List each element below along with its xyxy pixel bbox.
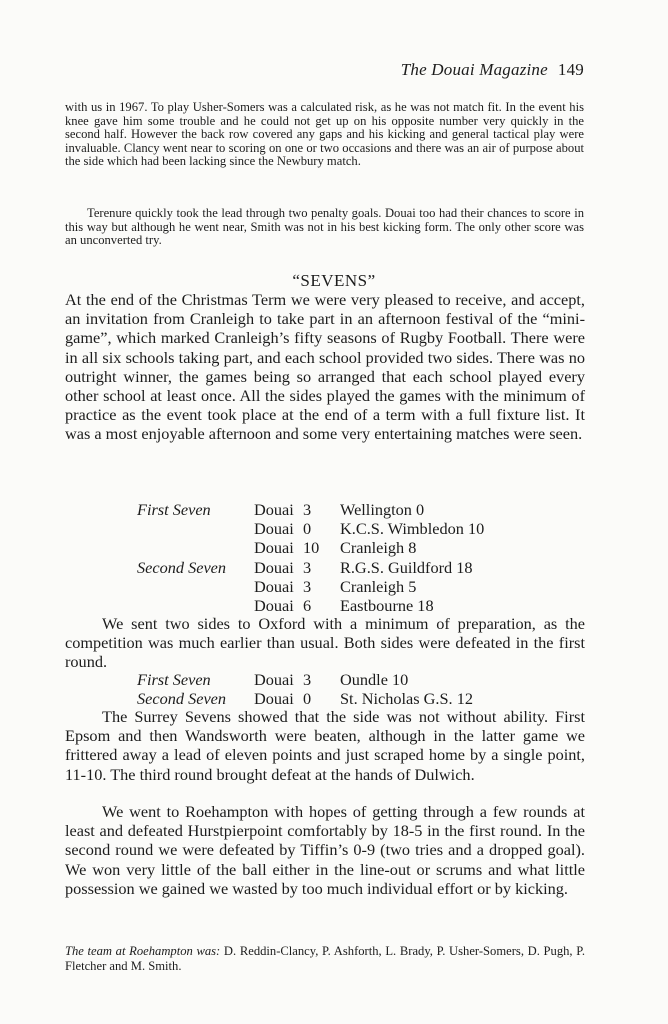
oxford-results-table [137,670,473,708]
team-name: Douai [254,500,294,519]
team-score: 3 [303,576,312,596]
match-report-paragraph [65,207,584,248]
cranleigh-results-table [137,500,484,615]
side-label [137,538,254,557]
team-score: 6 [303,596,312,616]
paragraph-text: Terenure quickly took the lead through two penalty goals. Douai too had their chances to score in this way but although he went near, Smith was not in his best kicking form. The only other score was an unconverted try. [65,206,584,248]
magazine-title: The Douai Magazine [400,60,548,79]
opponent: K.C.S. Wimbledon 10 [340,519,485,539]
opponent: Wellington 0 [340,500,425,519]
opponent: St. Nicholas G.S. 12 [340,689,473,709]
team-score: 0 [303,689,312,709]
side-label [137,596,254,615]
opponent: Cranleigh 5 [340,576,417,596]
side-label: Second Seven [137,689,227,709]
result-row [137,670,473,689]
paragraph-text: At the end of the Christmas Term we were very pleased to receive, and accept, an invitation from Cranleigh to take part in an afternoon festival of the “mini-game”, which marked Cranleigh’s fifty seasons of Rugby Football. There were in all six schools taking part, and each school provided two sides. There was no outright winner, the games being so arranged that each school played every other school at least once. All the sides played the games with the minimum of practice as the event took place at the end of a term with a full fixture list. It was a most enjoyable afternoon and some very entertaining matches were seen. [65,290,585,444]
opponent: Oundle 10 [340,670,409,689]
team-score: 3 [303,500,312,519]
side-label: First Seven [137,670,211,689]
team-score: 3 [303,670,312,689]
side-label [137,577,254,596]
page-number: 149 [557,60,584,79]
team-score: 3 [303,557,312,577]
side-label [137,519,254,538]
team-name: Douai [254,557,294,577]
side-label: Second Seven [137,557,227,577]
team-name: Douai [254,538,294,558]
result-row [137,519,484,538]
body-paragraph [65,290,585,444]
result-row [137,558,484,577]
footnote-label: The team at Roehampton was: [65,944,221,958]
team-name: Douai [254,689,294,709]
match-report-paragraph [65,101,584,169]
result-row [137,577,484,596]
result-row [137,500,484,519]
side-label: First Seven [137,500,211,519]
body-paragraph [65,614,585,672]
team-name: Douai [254,519,294,539]
result-row [137,538,484,557]
team-name: Douai [254,596,294,616]
result-row [137,596,484,615]
team-score: 0 [303,519,312,539]
opponent: Eastbourne 18 [340,596,434,616]
opponent: Cranleigh 8 [340,538,417,558]
result-row [137,689,473,708]
body-paragraph [65,707,585,784]
body-paragraph [65,802,585,898]
team-score: 10 [303,538,320,558]
footnote-names: D. Reddin-Clancy, P. Ashforth, L. Brady, P. Usher-Somers, D. Pugh, P. Fletcher and M. Smith. [65,944,585,973]
paragraph-text: We sent two sides to Oxford with a minimum of preparation, as the competition was much earlier than usual. Both sides were defeated in the first round. [65,614,585,672]
section-heading: “SEVENS” [292,271,376,290]
team-list-footnote [65,944,585,974]
paragraph-text: with us in 1967. To play Usher-Somers was a calculated risk, as he was not match fit. In the event his knee gave him some trouble and he could not get up on his opposite number very quickly in the second half. However the back row covered any gaps and his kicking and general tactical play were invaluable. Clancy went near to scoring on one or two occasions and there was an air of purpose about the side which had been lacking since the Newbury match. [65,100,584,169]
opponent: R.G.S. Guildford 18 [340,557,473,577]
paragraph-text: The Surrey Sevens showed that the side was not without ability. First Epsom and then Wandsworth were beaten, although in the latter game we frittered away a lead of eleven points and just scraped home by a single point, 11-10. The third round brought defeat at the hands of Dulwich. [65,707,585,784]
running-head [401,60,584,80]
team-name: Douai [254,576,294,596]
paragraph-text: We went to Roehampton with hopes of getting through a few rounds at least and defeated Hurstpierpoint comfortably by 18-5 in the first round. In the second round we were defeated by Tiffin’s 0-9 (two tries and a dropped goal). We won very little of the ball either in the line-out or scrums and what little possession we gained we wasted by too much individual effort or by kicking. [65,802,585,898]
team-name: Douai [254,670,294,689]
